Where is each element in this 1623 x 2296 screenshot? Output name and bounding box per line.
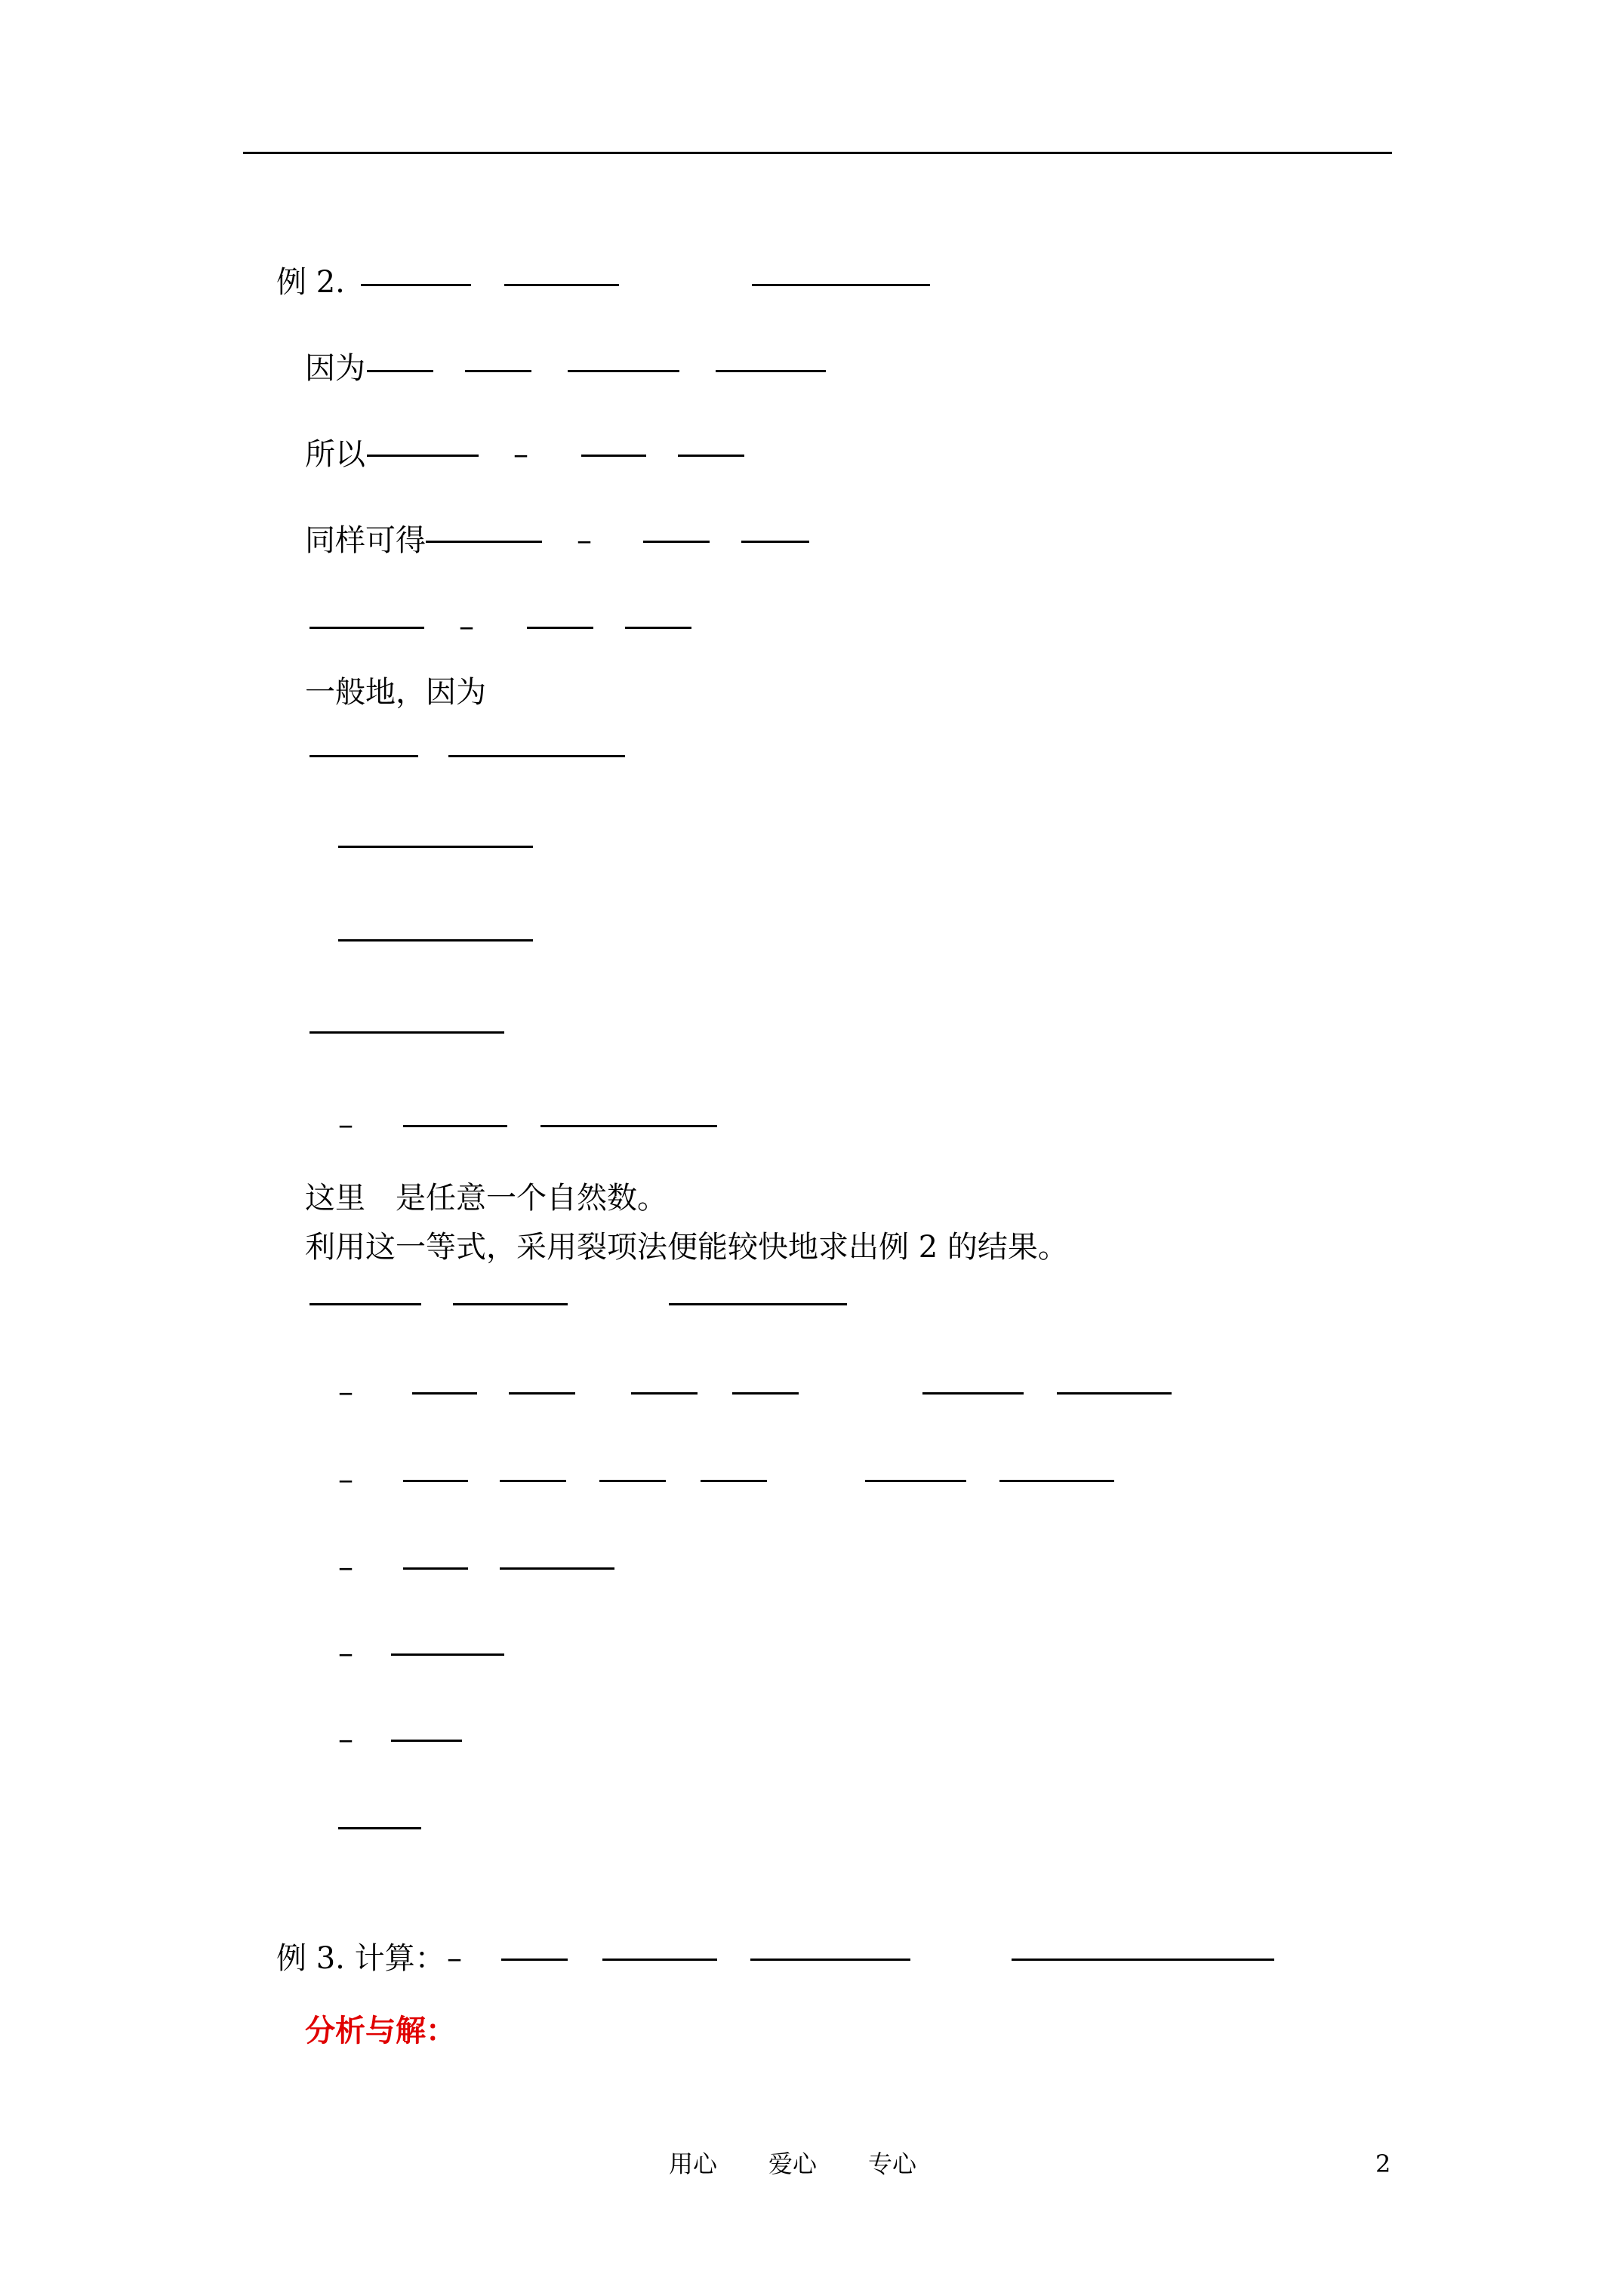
fraction-line: [1012, 1959, 1274, 1961]
fraction-line: [367, 370, 433, 372]
fraction-line: [361, 284, 471, 286]
fraction-line: [403, 1480, 468, 1482]
header-rule: [243, 152, 1392, 154]
fraction-line: [581, 455, 646, 457]
fraction-line: [527, 627, 593, 629]
fraction-line: [741, 541, 809, 543]
fraction-line: [403, 1567, 468, 1570]
fraction-line: [701, 1480, 767, 1482]
fraction-line: [865, 1480, 966, 1482]
fraction-line: [678, 455, 744, 457]
fraction-line: [509, 1392, 575, 1395]
fraction-line: [367, 455, 479, 457]
footer-slogan-1: 用心: [669, 2150, 718, 2178]
minus-sign: –: [338, 1375, 353, 1410]
fraction-line: [568, 370, 679, 372]
fraction-line: [732, 1392, 799, 1395]
similarly-label: 同样可得: [305, 523, 426, 558]
footer-slogan-3: 专心: [868, 2150, 917, 2178]
fraction-line: [391, 1740, 462, 1742]
fraction-line: [310, 1031, 504, 1034]
minus-sign: –: [577, 523, 592, 558]
fraction-line: [599, 1480, 666, 1482]
fraction-line: [501, 1959, 568, 1961]
fraction-line: [500, 1480, 566, 1482]
fraction-line: [465, 370, 531, 372]
minus-sign: –: [338, 1722, 353, 1757]
minus-sign: –: [338, 1108, 353, 1142]
fraction-line: [338, 1827, 421, 1829]
fraction-line: [625, 627, 691, 629]
fraction-line: [412, 1392, 477, 1395]
fraction-line: [391, 1653, 504, 1656]
analysis-heading: 分析与解：: [305, 2013, 456, 2048]
fraction-line: [448, 755, 625, 757]
footer-slogan-2: 爱心: [768, 2150, 818, 2178]
therefore-label: 所以: [305, 437, 365, 472]
fraction-line: [922, 1392, 1024, 1395]
minus-sign: –: [459, 609, 474, 644]
example-3-label: 例 3. 计算：: [276, 1941, 445, 1976]
fraction-line: [999, 1480, 1114, 1482]
fraction-line: [643, 541, 710, 543]
fraction-line: [426, 541, 542, 543]
example-2-label: 例 2.: [276, 265, 345, 300]
minus-sign: –: [338, 1550, 353, 1585]
fraction-line: [453, 1303, 568, 1305]
fraction-line: [752, 284, 930, 286]
fraction-line: [750, 1959, 910, 1961]
minus-sign: –: [447, 1941, 462, 1976]
minus-sign: –: [338, 1636, 353, 1671]
minus-sign: –: [513, 437, 528, 472]
generally-label: 一般地，因为: [305, 675, 486, 710]
minus-sign: –: [338, 1462, 353, 1497]
fraction-line: [310, 755, 418, 757]
fraction-line: [716, 370, 826, 372]
fraction-line: [540, 1125, 717, 1127]
fraction-line: [504, 284, 619, 286]
fraction-line: [338, 846, 533, 848]
fraction-line: [602, 1959, 717, 1961]
fraction-line: [500, 1567, 614, 1570]
fraction-line: [310, 627, 424, 629]
use-note: 利用这一等式，采用裂项法便能较快地求出例 2 的结果。: [305, 1230, 1068, 1265]
fraction-line: [338, 939, 533, 942]
fraction-line: [1057, 1392, 1172, 1395]
fraction-line: [631, 1392, 698, 1395]
because-label: 因为: [305, 351, 365, 386]
page-number: 2: [1375, 2150, 1391, 2178]
where-note: 这里 是任意一个自然数。: [305, 1181, 667, 1216]
fraction-line: [403, 1125, 507, 1127]
fraction-line: [310, 1303, 421, 1305]
fraction-line: [669, 1303, 847, 1305]
